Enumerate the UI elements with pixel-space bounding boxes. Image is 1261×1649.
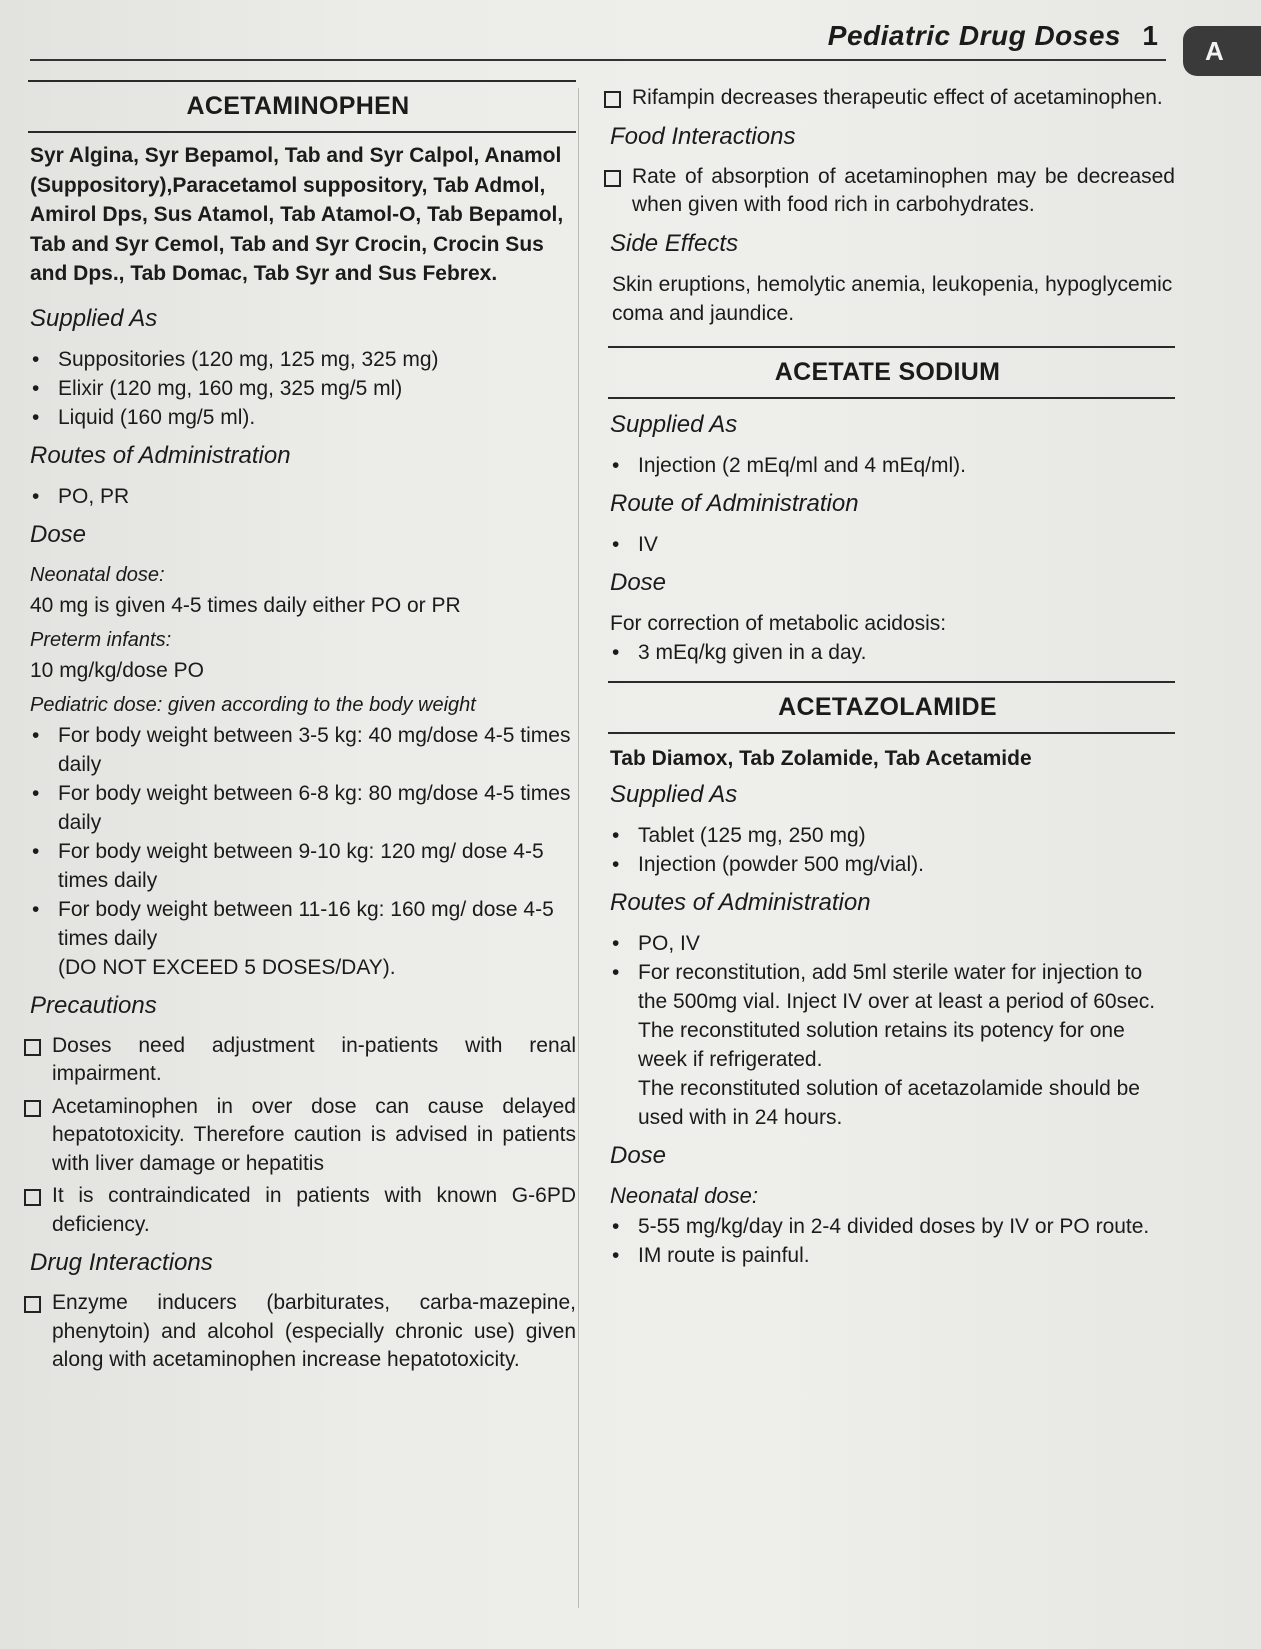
subheading-routes: Routes of Administration [610, 889, 871, 916]
section-rule [608, 397, 1175, 399]
list-item: • For body weight between 3-5 kg: 40 mg/dose 4-5 times daily [30, 721, 576, 779]
neonatal-label: Neonatal dose: [30, 563, 165, 586]
list-item: • Tablet (125 mg, 250 mg) [610, 821, 1175, 850]
page-number: 1 [1142, 20, 1158, 51]
list-item: • Elixir (120 mg, 160 mg, 325 mg/5 ml) [30, 374, 576, 403]
precautions-list [20, 1032, 576, 1240]
routes-list [30, 482, 576, 511]
subheading-supplied: Supplied As [30, 304, 158, 332]
routes-note: The reconstituted solution of acetazolamide should be used with in 24 hours. [638, 1077, 1140, 1129]
subheading-route: Route of Administration [610, 489, 859, 517]
routes-list [610, 929, 1175, 1074]
food-list [600, 163, 1175, 220]
list-item: Rifampin decreases therapeutic effect of acetaminophen. [600, 84, 1175, 113]
brand-names: Syr Algina, Syr Bepamol, Tab and Syr Calpol, Anamol (Suppository),Paracetamol suppository, Tab Admol, Amirol Dps, Sus Atamol, Tab Atamol-O, Tab Bepamol, Tab and Syr Cemol, Tab and Syr Crocin, Crocin Sus and Dps., Tab Domac, Tab Syr and Sus Febrex. [30, 144, 564, 285]
list-item: • PO, IV [610, 929, 1175, 958]
list-item: • For body weight between 6-8 kg: 80 mg/dose 4-5 times daily [30, 779, 576, 837]
subheading-dose: Dose [610, 1142, 667, 1169]
subheading-side-effects: Side Effects [610, 229, 739, 257]
drug-interactions-list [20, 1289, 576, 1375]
drug-title-acetazolamide: ACETAZOLAMIDE [778, 692, 997, 721]
list-item: Acetaminophen in over dose can cause delayed hepatotoxicity. Therefore caution is advised in patients with liver damage or hepatitis [20, 1093, 576, 1179]
list-item: • Liquid (160 mg/5 ml). [30, 403, 576, 432]
dose-list [610, 638, 1175, 667]
subheading-supplied: Supplied As [610, 781, 738, 808]
header-rule [30, 59, 1166, 61]
supplied-list [610, 821, 1175, 879]
subheading-dose: Dose [30, 520, 87, 548]
right-column [600, 80, 1175, 1280]
list-item: • For body weight between 9-10 kg: 120 mg/ dose 4-5 times daily [30, 837, 576, 895]
left-column [20, 80, 576, 1385]
dose-note: (DO NOT EXCEED 5 DOSES/DAY). [58, 955, 396, 979]
pediatric-label: Pediatric dose: given according to the body weight [30, 693, 476, 716]
route-list [610, 530, 1175, 559]
list-item: • IV [610, 530, 1175, 559]
list-item: It is contraindicated in patients with known G-6PD deficiency. [20, 1182, 576, 1239]
drug-title-acetaminophen: ACETAMINOPHEN [186, 92, 410, 120]
list-item: • For reconstitution, add 5ml sterile water for injection to the 500mg vial. Inject IV over at least a period of 60sec. The reconstituted solution retains its potency for one week if refrigerated. [610, 958, 1175, 1074]
section-rule [28, 131, 576, 133]
section-tab: A [1183, 26, 1261, 76]
subheading-drug-interactions: Drug Interactions [30, 1249, 213, 1276]
pediatric-list [30, 721, 576, 953]
preterm-label: Preterm infants: [30, 628, 172, 651]
dose-text: For correction of metabolic acidosis: [610, 611, 947, 635]
neonatal-list [610, 1212, 1175, 1270]
list-item: • 3 mEq/kg given in a day. [610, 638, 1175, 667]
section-rule [608, 732, 1175, 734]
side-effects-text: Skin eruptions, hemolytic anemia, leukopenia, hypoglycemic coma and jaundice. [612, 272, 1173, 325]
list-item: • Injection (powder 500 mg/vial). [610, 850, 1175, 879]
section-rule [28, 80, 576, 82]
supplied-list [610, 451, 1175, 480]
list-item: Enzyme inducers (barbiturates, carba-mazepine, phenytoin) and alcohol (especially chronic use) given along with acetaminophen increase hepatotoxicity. [20, 1289, 576, 1375]
list-item: • Injection (2 mEq/ml and 4 mEq/ml). [610, 451, 1175, 480]
subheading-precautions: Precautions [30, 991, 157, 1019]
list-item: Rate of absorption of acetaminophen may be decreased when given with food rich in carbohydrates. [600, 163, 1175, 220]
drug-interactions-continued [600, 84, 1175, 113]
subheading-routes: Routes of Administration [30, 441, 291, 469]
supplied-list [30, 345, 576, 432]
list-item: • Suppositories (120 mg, 125 mg, 325 mg) [30, 345, 576, 374]
section-rule [608, 346, 1175, 348]
subheading-dose: Dose [610, 568, 667, 596]
list-item: • IM route is painful. [610, 1241, 1175, 1270]
running-header-title: Pediatric Drug Doses [827, 20, 1121, 51]
list-item: • 5-55 mg/kg/day in 2-4 divided doses by IV or PO route. [610, 1212, 1175, 1241]
subheading-supplied: Supplied As [610, 410, 738, 438]
preterm-text: 10 mg/kg/dose PO [30, 658, 204, 682]
subheading-food: Food Interactions [610, 122, 796, 150]
brand-names: Tab Diamox, Tab Zolamide, Tab Acetamide [610, 746, 1032, 770]
neonatal-label: Neonatal dose: [610, 1183, 758, 1208]
neonatal-text: 40 mg is given 4-5 times daily either PO or PR [30, 593, 461, 617]
list-item: Doses need adjustment in-patients with renal impairment. [20, 1032, 576, 1089]
list-item: • For body weight between 11-16 kg: 160 mg/ dose 4-5 times daily [30, 895, 576, 953]
section-rule [608, 681, 1175, 683]
list-item: • PO, PR [30, 482, 576, 511]
column-divider [578, 88, 579, 1608]
drug-title-acetate-sodium: ACETATE SODIUM [774, 357, 1001, 386]
